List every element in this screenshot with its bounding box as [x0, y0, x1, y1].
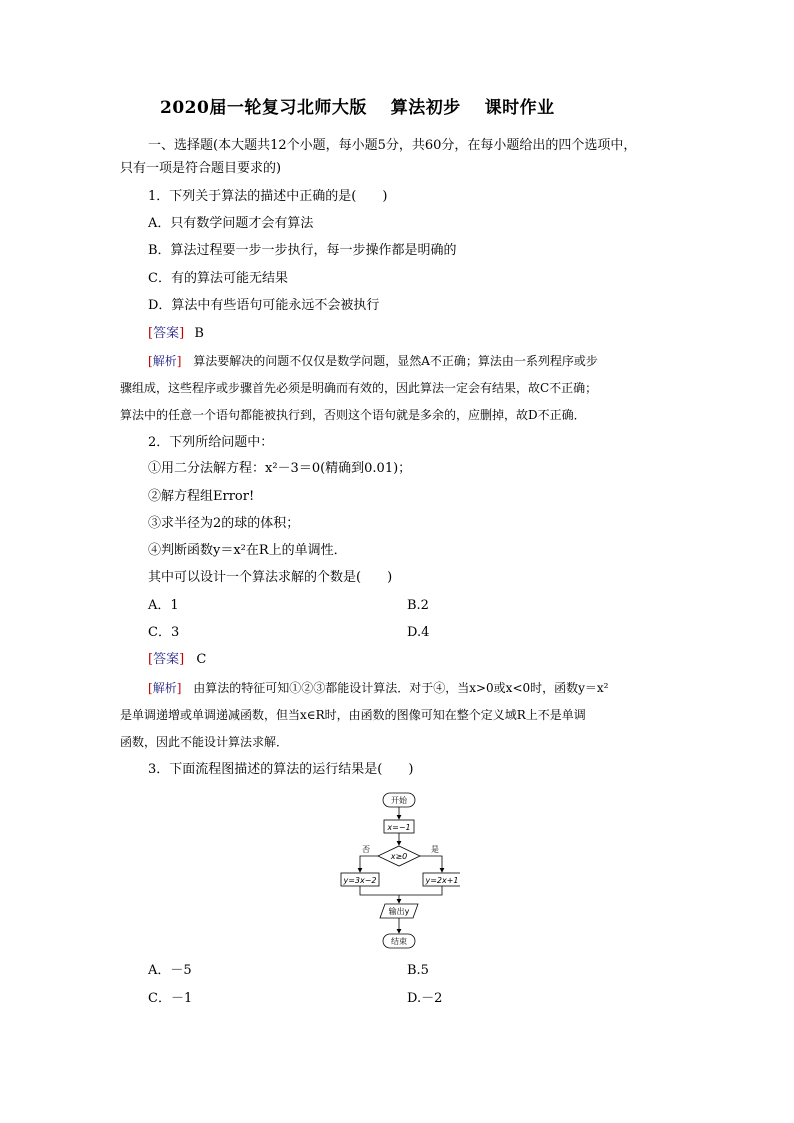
flow-yes-label: 是: [431, 845, 439, 854]
flow-assign-label: x=−1: [387, 823, 411, 832]
flow-right-process-label: y=2x+1: [425, 876, 459, 885]
q1-analysis-tag: [解析]: [148, 354, 182, 368]
q2-option-a: A．1: [148, 598, 179, 613]
flow-end-label: 结束: [391, 937, 407, 946]
q3-option-c: C．－1: [148, 991, 193, 1006]
q3-option-d: D.－2: [407, 991, 443, 1006]
q2-analysis-tag: [解析]: [148, 681, 182, 695]
q1-analysis-line1: [148, 352, 598, 370]
page-title: 2020届一轮复习北师大版 算法初步 课时作业: [160, 98, 555, 118]
q2-analysis-line2: 是单调递增或单调递减函数，但当x∈R时，由函数的图像可知在整个定义域R上不是单调: [120, 708, 586, 722]
q1-answer-value: B: [194, 326, 204, 341]
section-instructions-line1: 一、选择题(本大题共12个小题，每小题5分，共60分，在每小题给出的四个选项中，: [148, 138, 637, 153]
q1-analysis-text1: 算法要解决的问题不仅仅是数学问题，显然A不正确；算法由一系列程序或步: [193, 354, 598, 368]
flow-no-label: 否: [362, 845, 370, 854]
q2-option-b: B.2: [407, 598, 429, 613]
q2-option-c: C．3: [148, 625, 180, 640]
q2-option-d: D.4: [407, 625, 430, 640]
q1-stem: 1．下列关于算法的描述中正确的是( ): [148, 189, 388, 204]
q2-answer-row: [148, 651, 206, 669]
q2-ask: 其中可以设计一个算法求解的个数是( ): [148, 570, 393, 585]
q1-option-a: A．只有数学问题才会有算法: [148, 216, 314, 231]
q2-answer-value: C: [196, 652, 207, 667]
q1-analysis-line3: 算法中的任意一个语句都能被执行到，否则这个语句就是多余的，应删掉，故D不正确．: [120, 408, 586, 422]
flow-decision-label: x≥0: [390, 852, 408, 861]
flow-left-process-label: y=3x−2: [343, 876, 377, 885]
q1-answer-row: [148, 325, 204, 343]
q1-option-d: D．算法中有些语句可能永远不会被执行: [148, 298, 380, 313]
q3-stem: 3．下面流程图描述的算法的运行结果是( ): [148, 762, 414, 777]
flowchart: [340, 784, 460, 954]
q1-answer-tag: [答案]: [148, 326, 185, 341]
flow-output-label: 输出y: [388, 907, 410, 916]
q1-option-c: C．有的算法可能无结果: [148, 271, 288, 286]
q3-option-b: B.5: [407, 963, 429, 978]
section-instructions-line2: 只有一项是符合题目要求的): [120, 161, 282, 176]
q2-analysis-line3: 函数，因此不能设计算法求解．: [120, 735, 289, 749]
q2-item-3: ③求半径为2的球的体积；: [148, 516, 300, 531]
q2-stem: 2．下列所给问题中：: [148, 435, 274, 450]
q1-analysis-line2: 骤组成，这些程序或步骤首先必须是明确而有效的，因此算法一定会有结果，故C不正确；: [120, 381, 598, 395]
q2-analysis-text1: 由算法的特征可知①②③都能设计算法．对于④，当x>0或x<0时，函数y＝x²: [193, 681, 609, 695]
q2-item-4: ④判断函数y＝x²在R上的单调性．: [148, 543, 347, 558]
q2-item-1: ①用二分法解方程：x²－3＝0(精确到0.01)；: [148, 461, 412, 476]
q1-option-b: B．算法过程要一步一步执行，每一步操作都是明确的: [148, 243, 457, 258]
q2-analysis-line1: [148, 679, 609, 697]
flow-start-label: 开始: [391, 796, 407, 805]
q2-answer-tag: [答案]: [148, 652, 185, 667]
q3-option-a: A．－5: [148, 963, 192, 978]
q2-item-2: ②解方程组Error!: [148, 489, 255, 504]
